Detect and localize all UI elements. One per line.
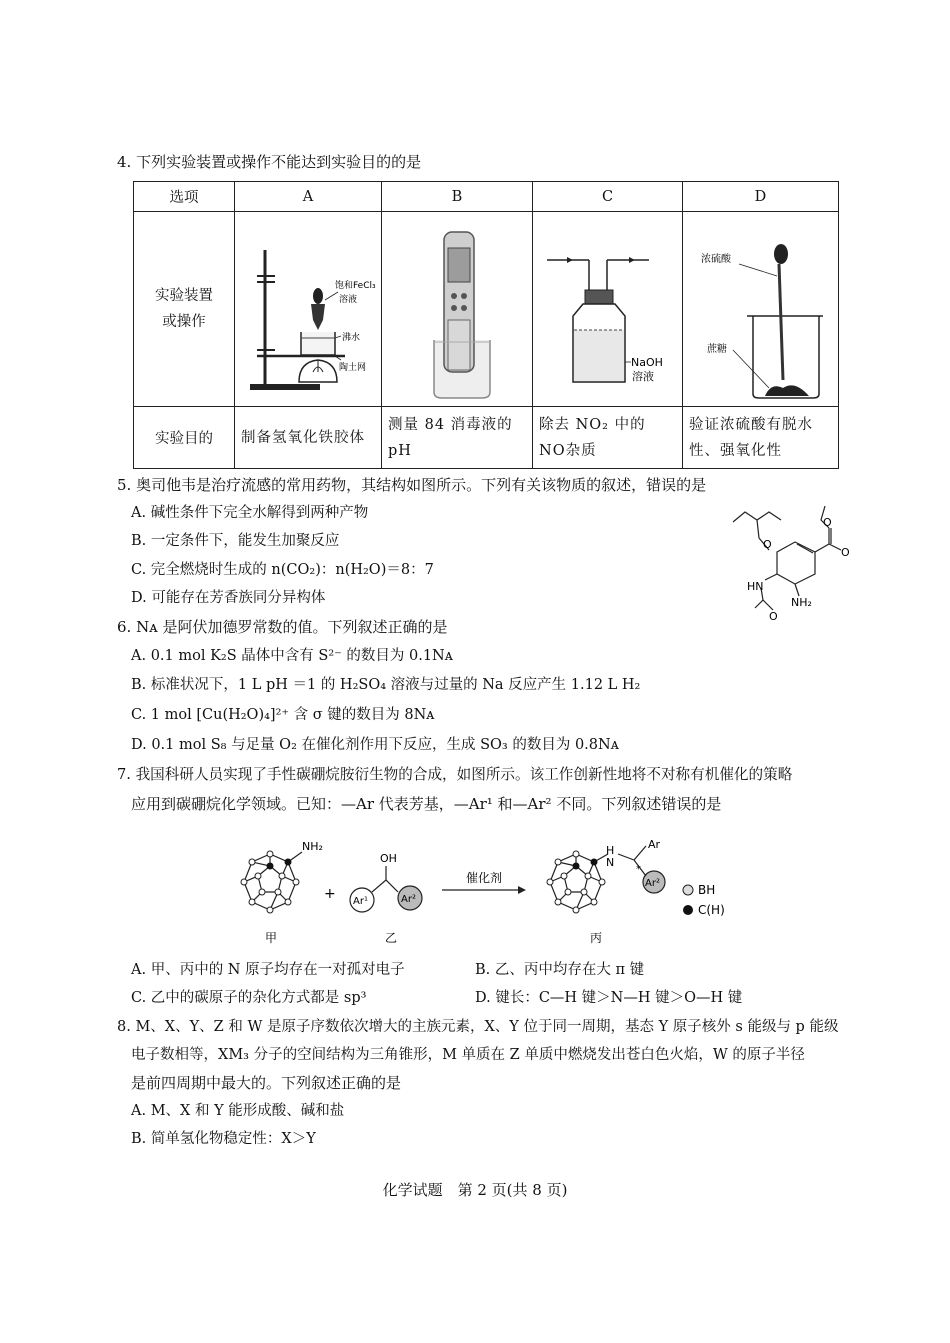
header-a: A — [235, 182, 382, 212]
label-bing: 丙 — [590, 931, 603, 945]
label-n-bing: N — [606, 856, 615, 869]
apparatus-d — [683, 212, 839, 407]
q4-stem: 4. 下列实验装置或操作不能达到实验目的的是 — [117, 153, 422, 171]
q8-option-a: A. M、X 和 Y 能形成酸、碱和盐 — [131, 1103, 345, 1119]
header-option: 选项 — [134, 182, 235, 212]
label-o-amide: O — [769, 610, 778, 623]
q7-stem-line1: 7. 我国科研人员实现了手性碳硼烷胺衍生物的合成，如图所示。该工作创新性地将不对称有机催化的策略 — [117, 766, 793, 783]
label-ar1: Ar¹ — [353, 896, 368, 907]
q6-stem: 6. Nᴀ 是阿伏加德罗常数的值。下列叙述正确的是 — [117, 618, 448, 636]
oseltamivir-structure — [725, 498, 855, 628]
label-solution-c: 溶液 — [632, 370, 654, 383]
header-d: D — [683, 182, 839, 212]
label-nh2-jia: NH₂ — [302, 840, 323, 853]
ph-meter-diagram — [382, 212, 532, 402]
heating-stand-diagram — [235, 212, 381, 402]
q7-reaction-scheme — [230, 832, 750, 954]
q5-option-b: B. 一定条件下，能发生加聚反应 — [131, 533, 340, 549]
label-solution-a: 溶液 — [339, 295, 358, 305]
label-stereocenter: * — [636, 864, 641, 875]
plus-sign: + — [324, 886, 336, 902]
legend-ch: C(H) — [698, 903, 725, 917]
q6-option-d: D. 0.1 mol S₈ 与足量 O₂ 在催化剂作用下反应，生成 SO₃ 的数目为 0.8Nᴀ — [131, 737, 619, 753]
q6-option-a: A. 0.1 mol K₂S 晶体中含有 S²⁻ 的数目为 0.1Nᴀ — [131, 648, 453, 664]
label-oh: OH — [380, 852, 397, 865]
gas-washing-bottle-diagram — [533, 212, 682, 402]
label-yi: 乙 — [385, 931, 398, 945]
device-row-label: 实验装置 或操作 — [134, 212, 235, 407]
apparatus-c — [533, 212, 683, 407]
q7-option-c: C. 乙中的碳原子的杂化方式都是 sp³ — [131, 990, 367, 1006]
label-ar2-bing: Ar² — [645, 878, 660, 889]
q8-stem-line2: 电子数相等，XM₃ 分子的空间结构为三角锥形，M 单质在 Z 单质中燃烧发出苍白色火焰，W 的原子半径 — [131, 1047, 805, 1063]
q4-experiment-table — [133, 181, 839, 469]
apparatus-b — [382, 212, 533, 407]
goal-d: 验证浓硫酸有脱水性、强氧化性 — [683, 407, 839, 469]
alcohol-yi — [350, 852, 422, 912]
q7-option-a: A. 甲、丙中的 N 原子均存在一对孤对电子 — [131, 962, 405, 978]
goal-c: 除去 NO₂ 中的 NO杂质 — [533, 407, 683, 469]
q5-option-c: C. 完全燃烧时生成的 n(CO₂)：n(H₂O)＝8：7 — [131, 562, 434, 578]
beaker-sugar-diagram — [683, 212, 838, 402]
label-sucrose: 蔗糖 — [707, 344, 727, 355]
goal-row-label: 实验目的 — [134, 407, 235, 469]
q5-stem: 5. 奥司他韦是治疗流感的常用药物，其结构如图所示。下列有关该物质的叙述，错误的是 — [117, 476, 707, 494]
label-nh2: NH₂ — [791, 596, 812, 609]
q7-option-d: D. 键长：C—H 键＞N—H 键＞O—H 键 — [475, 990, 743, 1006]
page-footer: 化学试题 第 2 页(共 8 页) — [382, 1181, 568, 1199]
label-o-ether: O — [763, 538, 772, 551]
label-naoh: NaOH — [631, 356, 663, 369]
label-fecl3: 饱和FeCl₃ — [335, 281, 376, 291]
label-catalyst: 催化剂 — [466, 871, 503, 885]
q7-option-b: B. 乙、丙中均存在大 π 键 — [475, 962, 645, 978]
label-jia: 甲 — [265, 931, 278, 945]
q6-option-c: C. 1 mol [Cu(H₂O)₄]²⁺ 含 σ 键的数目为 8Nᴀ — [131, 707, 435, 723]
q8-option-b: B. 简单氢化物稳定性：X＞Y — [131, 1131, 316, 1147]
q8-stem-line3: 是前四周期中最大的。下列叙述正确的是 — [131, 1074, 402, 1092]
q5-option-a: A. 碱性条件下完全水解得到两种产物 — [131, 505, 369, 521]
label-o-ester: O — [823, 516, 832, 529]
goal-b: 测量 84 消毒液的pH — [382, 407, 533, 469]
label-o-carbonyl: O — [841, 546, 850, 559]
label-conc-sulfuric: 浓硫酸 — [701, 254, 731, 265]
label-h-bing: H — [606, 844, 615, 857]
q5-option-d: D. 可能存在芳香族同分异构体 — [131, 590, 326, 606]
label-ar-bing: Ar — [648, 838, 661, 851]
label-ar2-yi: Ar² — [401, 894, 416, 905]
q7-stem-line2: 应用到碳硼烷化学领域。已知：—Ar 代表芳基，—Ar¹ 和—Ar² 不同。下列叙述错误的是 — [131, 795, 722, 813]
apparatus-a — [235, 212, 382, 407]
legend-bh: BH — [698, 883, 716, 897]
label-ceramic-net: 陶土网 — [339, 363, 367, 373]
goal-a: 制备氢氧化铁胶体 — [235, 407, 382, 469]
header-b: B — [382, 182, 533, 212]
label-boiling-water: 沸水 — [342, 333, 361, 343]
header-c: C — [533, 182, 683, 212]
q8-stem-line1: 8. M、X、Y、Z 和 W 是原子序数依次增大的主族元素，X、Y 位于同一周期，基态 Y 原子核外 s 能级与 p 能级 — [117, 1019, 839, 1035]
q6-option-b: B. 标准状况下，1 L pH ＝1 的 H₂SO₄ 溶液与过量的 Na 反应产生 1.12 L H₂ — [131, 677, 641, 693]
label-hn: HN — [747, 580, 764, 593]
